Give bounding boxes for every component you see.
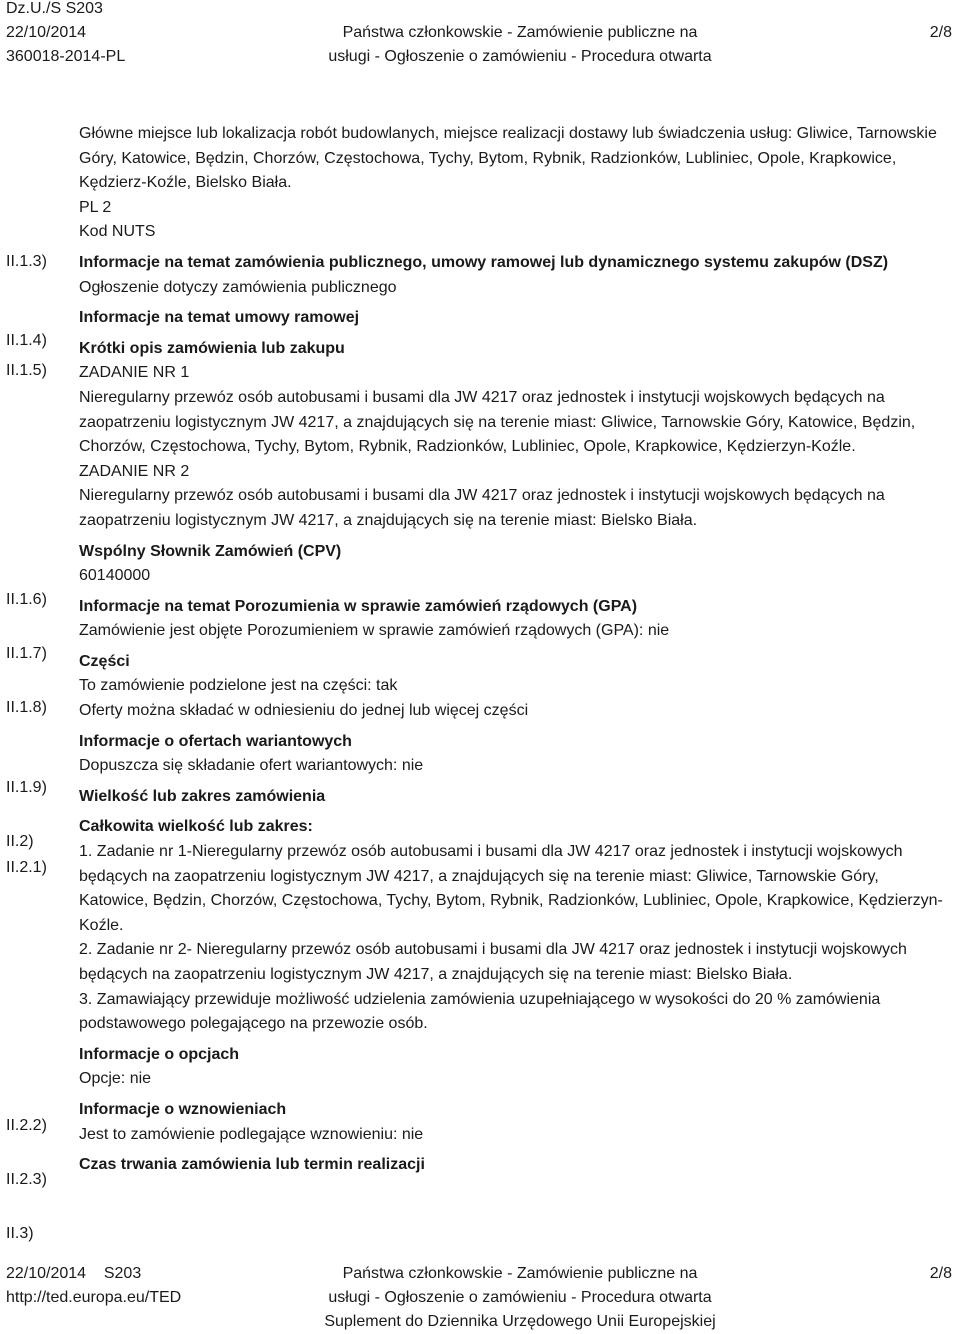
footer-date: 22/10/2014	[6, 1265, 87, 1282]
renewal-title: Informacje o wznowieniach	[79, 1100, 287, 1118]
footer-page-number: 2/8	[929, 1265, 952, 1282]
gpa-title: Informacje na temat Porozumienia w sprawie zamówień rządowych (GPA)	[79, 597, 638, 615]
section-number: II.1.5)	[6, 362, 47, 379]
scope-title: Wielkość lub zakres zamówienia	[79, 787, 326, 805]
options-title: Informacje o opcjach	[79, 1045, 240, 1063]
footer-left	[6, 1262, 181, 1310]
footer-title-line3: Suplement do Dziennika Urzędowego Unii Europejskiej	[324, 1313, 716, 1330]
total-title: Całkowita wielkość lub zakres:	[79, 818, 313, 836]
nuts-label: Kod NUTS	[79, 223, 156, 241]
nuts-value: PL 2	[79, 198, 112, 216]
variants-text: Dopuszcza się składanie ofert wariantowych: nie	[79, 757, 424, 775]
section-number: II.1.7)	[6, 645, 47, 662]
task1-text: Nieregularny przewóz osób autobusami i busami dla JW 4217 oraz jednostek i instytucji wojskowych będących na zaopatrzeniu logistycznym JW 4217, a znajdujących się na terenie miast: Gliwice, Tarnowskie Góry, Katowice, Będzin, Chorzów, Częstochowa, Tychy, Bytom, Rybnik, Radzionków, Lubliniec, Opole, Krapkowice, Kędzierzyn-Koźle.	[79, 388, 916, 456]
page-footer	[0, 1262, 960, 1334]
task2-label: ZADANIE NR 2	[79, 462, 190, 480]
section-number: II.2)	[6, 833, 34, 850]
footer-title-line2: usługi - Ogłoszenie o zamówieniu - Procedura otwarta	[328, 1289, 712, 1306]
lots-text2: Oferty można składać w odniesieniu do jednej lub więcej części	[79, 702, 529, 720]
section-number: II.1.6)	[6, 591, 47, 608]
section-number: II.1.3)	[6, 253, 47, 270]
framework-title: Informacje na temat umowy ramowej	[79, 309, 360, 327]
variants-title: Informacje o ofertach wariantowych	[79, 732, 352, 750]
total-item-1: 1. Zadanie nr 1-Nieregularny przewóz osób autobusami i busami dla JW 4217 oraz jednostek i instytucji wojskowych będących na zaopatrzeniu logistycznym JW 4217, a znajdujących się na terenie miast: Gliwice, Tarnowskie Góry, Katowice, Będzin, Chorzów, Częstochowa, Tychy, Bytom, Rybnik, Radzionków, Lubliniec, Opole, Krapkowice, Kędzierzyn-Koźle.	[79, 843, 943, 934]
section-number: II.1.8)	[6, 699, 47, 716]
total-item-2: 2. Zadanie nr 2- Nieregularny przewóz osób autobusami i busami dla JW 4217 oraz jednostek i instytucji wojskowych będących na zaopatrzeniu logistycznym JW 4217, a znajdujących się na terenie miast: Bielsko Biała.	[79, 941, 907, 983]
total-item-3: 3. Zamawiający przewiduje możliwość udzielenia zamówienia uzupełniającego w wysokości do 20 % zamówienia podstawowego polegającego na przewozie osób.	[79, 990, 881, 1033]
header-date-spacer	[300, 0, 740, 21]
footer-date-issue	[6, 1262, 181, 1286]
task2-text: Nieregularny przewóz osób autobusami i busami dla JW 4217 oraz jednostek i instytucji wojskowych będących na zaopatrzeniu logistycznym JW 4217, a znajdujących się na terenie miast: Bielsko Biała.	[79, 487, 885, 529]
options-text: Opcje: nie	[79, 1070, 152, 1088]
header-title-line2: usługi - Ogłoszenie o zamówieniu - Procedura otwarta	[328, 48, 712, 65]
header-page-number: 2/8	[929, 24, 952, 41]
info-text: Ogłoszenie dotyczy zamówienia publicznego	[79, 278, 397, 296]
section-number: II.2.2)	[6, 1117, 47, 1134]
page-header	[0, 0, 960, 72]
header-title-line1: Państwa członkowskie - Zamówienie publiczne na	[342, 24, 698, 41]
header-date: 22/10/2014	[6, 24, 87, 41]
location-text: Główne miejsce lub lokalizacja robót budowlanych, miejsce realizacji dostawy lub świadczenia usług: Gliwice, Tarnowskie Góry, Katowice, Będzin, Chorzów, Częstochowa, Tychy, Bytom, Rybnik, Radzionków, Lubliniec, Opole, Krapkowice, Kędzierz-Koźle, Bielsko Biała.	[79, 125, 937, 192]
section-number: II.1.4)	[6, 332, 47, 349]
footer-title	[300, 1262, 740, 1334]
renewal-text: Jest to zamówienie podlegające wznowieniu: nie	[79, 1125, 424, 1143]
cpv-value: 60140000	[79, 567, 151, 585]
lots-title: Części	[79, 652, 130, 670]
header-title	[300, 0, 740, 69]
footer-url[interactable]: http://ted.europa.eu/TED	[6, 1289, 182, 1306]
notice-body	[79, 122, 949, 1178]
journal-ref: Dz.U./S S203	[6, 0, 103, 17]
description-title: Krótki opis zamówienia lub zakupu	[79, 339, 345, 357]
lots-text1: To zamówienie podzielone jest na części: tak	[79, 677, 398, 695]
cpv-title: Wspólny Słownik Zamówień (CPV)	[79, 542, 342, 560]
section-number: II.3)	[6, 1225, 34, 1242]
gpa-text: Zamówienie jest objęte Porozumieniem w sprawie zamówień rządowych (GPA): nie	[79, 622, 670, 640]
section-number: II.2.1)	[6, 859, 47, 876]
notice-ref: 360018-2014-PL	[6, 48, 126, 65]
info-title: Informacje na temat zamówienia publicznego, umowy ramowej lub dynamicznego systemu zakupów (DSZ)	[79, 253, 889, 271]
footer-title-line1: Państwa członkowskie - Zamówienie publiczne na	[342, 1265, 698, 1282]
duration-title: Czas trwania zamówienia lub termin realizacji	[79, 1156, 425, 1174]
footer-issue: S203	[103, 1265, 142, 1282]
section-number: II.1.9)	[6, 779, 47, 796]
section-number: II.2.3)	[6, 1171, 47, 1188]
task1-label: ZADANIE NR 1	[79, 364, 190, 382]
header-left	[6, 0, 125, 69]
